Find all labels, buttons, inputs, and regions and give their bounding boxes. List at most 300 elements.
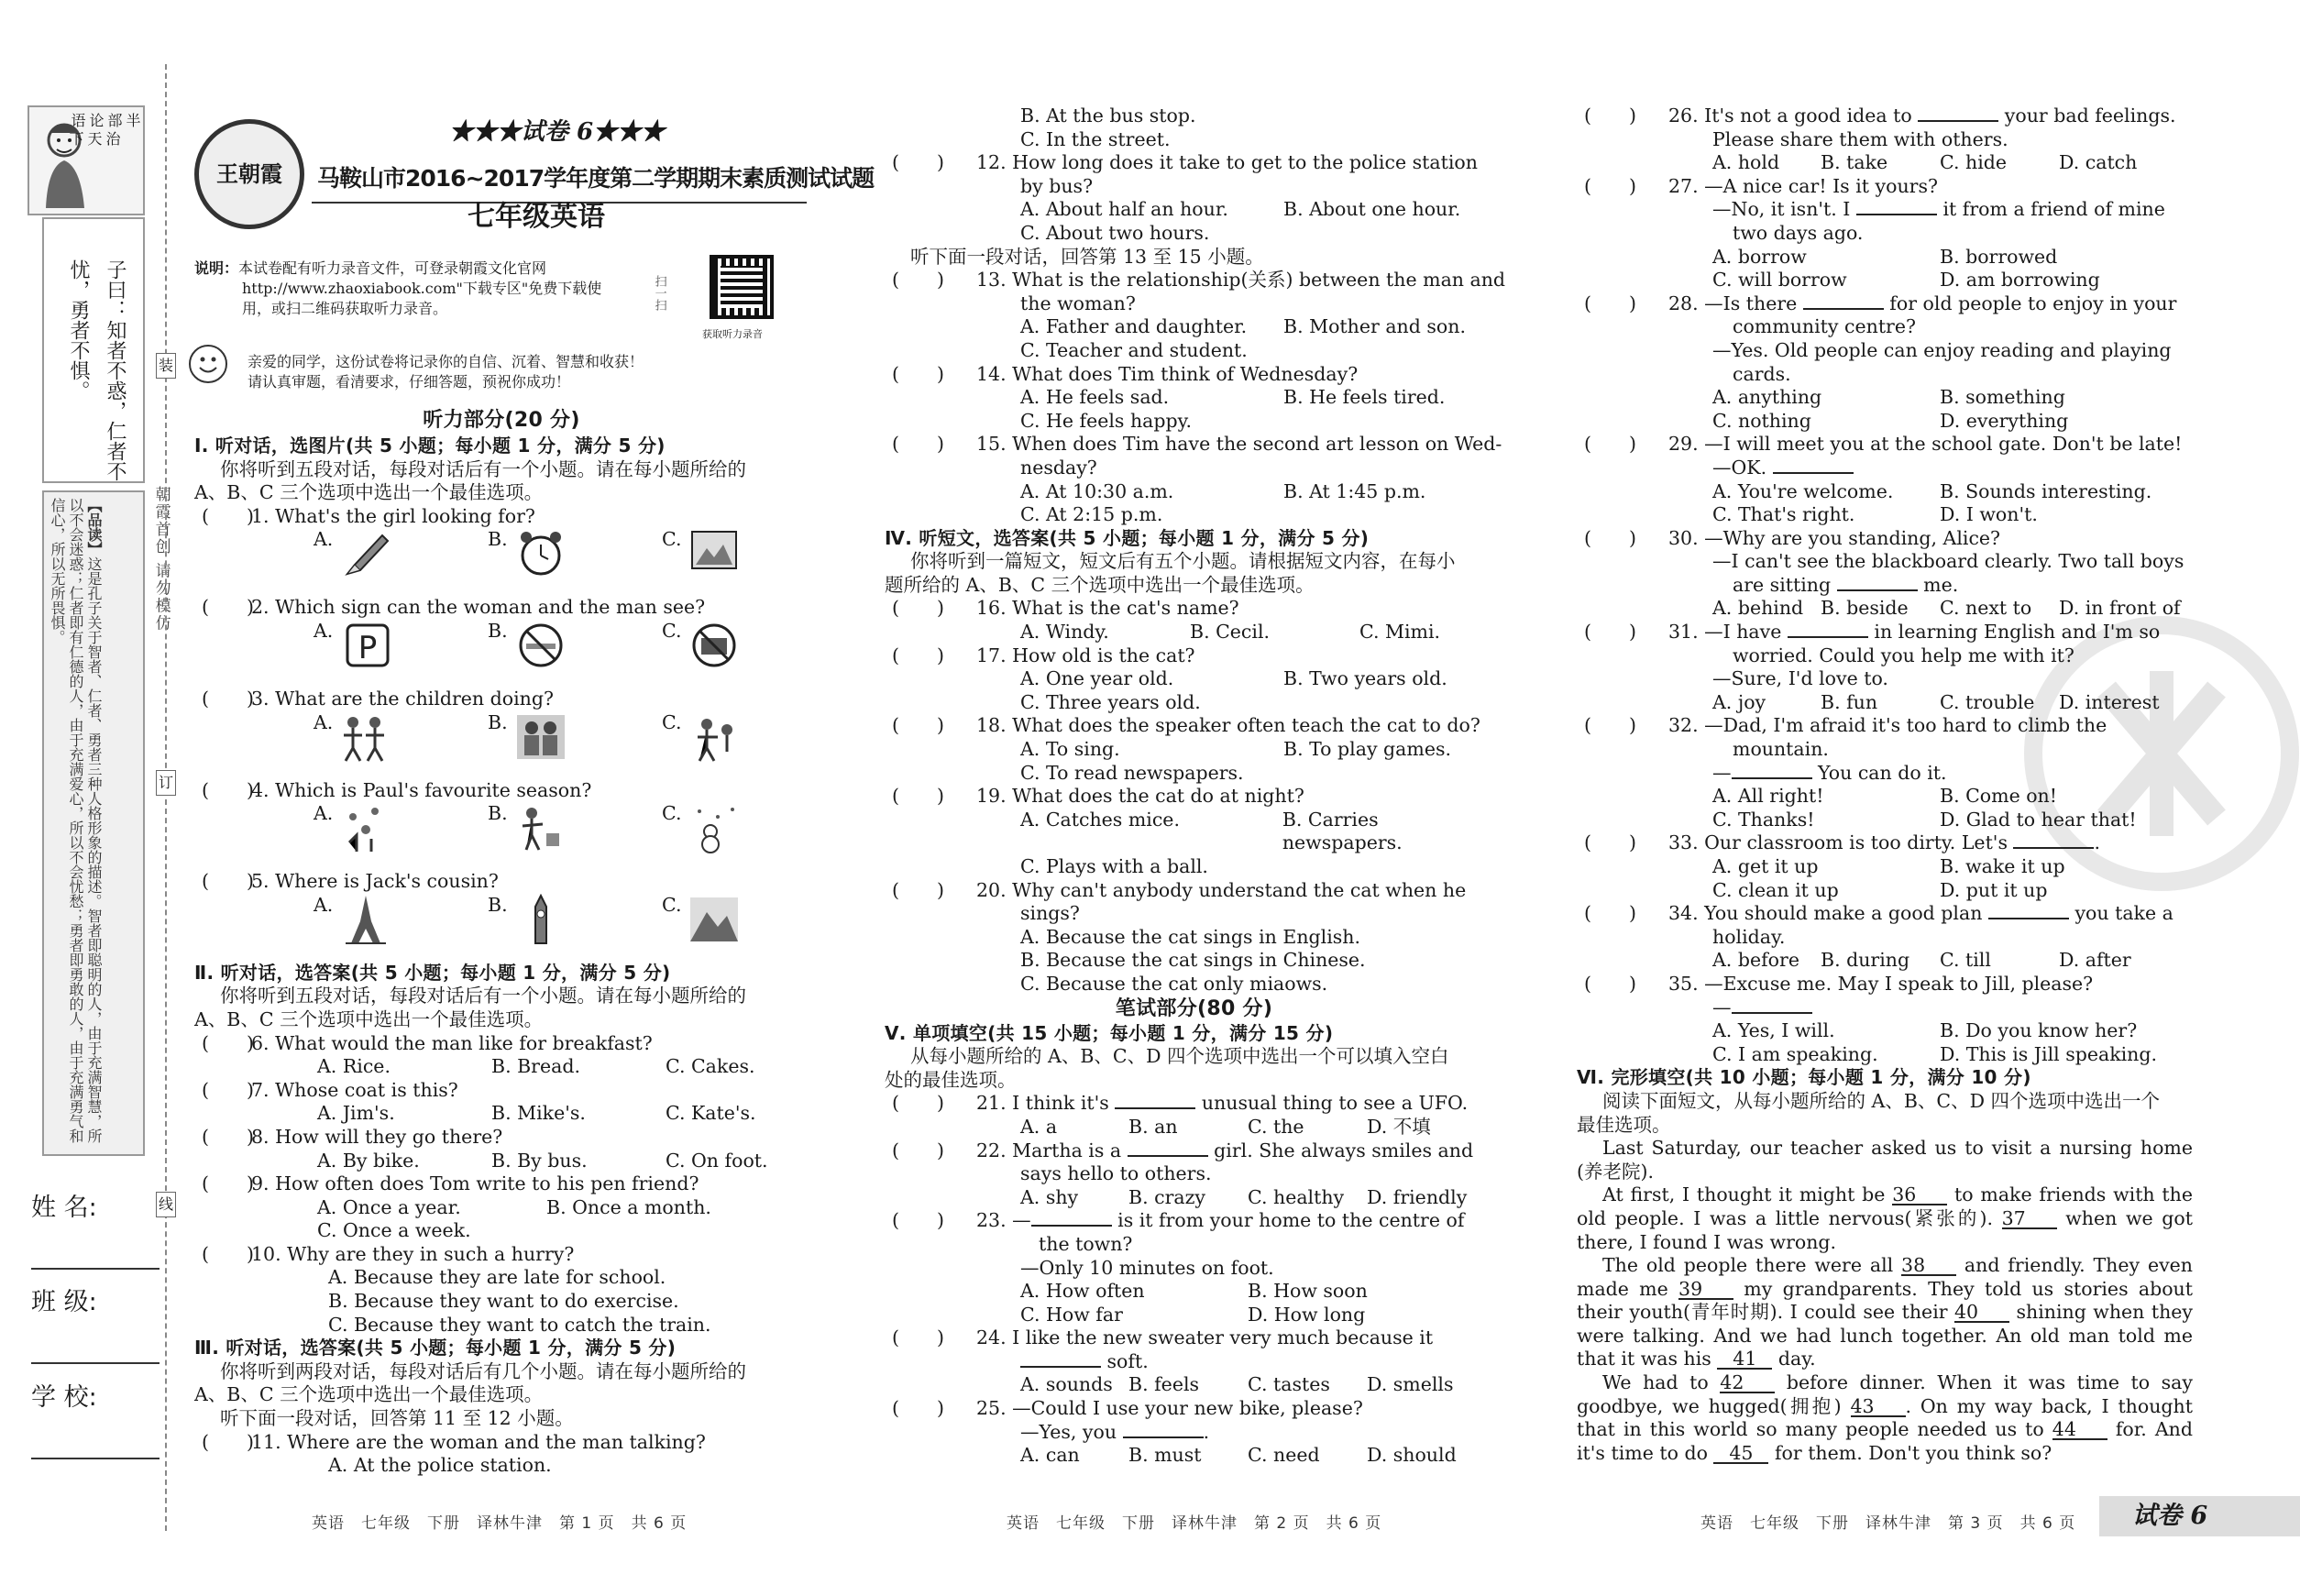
question-31 — [1577, 621, 2193, 644]
answer-blank[interactable]: ( ) — [202, 1031, 254, 1054]
passage-line: Last Saturday, our teacher asked us to visit a nursing home — [1602, 1137, 2193, 1160]
option-c[interactable]: C. That's right. — [1712, 503, 1855, 526]
section-4-title: Ⅳ. 听短文，选答案(共 5 小题；每小题 1 分，满分 5 分) — [885, 526, 1370, 549]
option-a[interactable] — [314, 528, 488, 596]
section-3-title: Ⅲ. 听对话，选答案(共 5 小题；每小题 1 分，满分 5 分) — [194, 1337, 677, 1359]
q35-options-2 — [1577, 1043, 2193, 1067]
option-b[interactable]: B. Once a month. — [546, 1195, 711, 1218]
q32-reply: — You can do it. — [1712, 761, 1947, 784]
option-d[interactable]: D. catch — [2059, 151, 2138, 174]
fill-blank[interactable] — [1856, 214, 1937, 215]
q18-option-c[interactable]: C. To read newspapers. — [1020, 761, 1244, 784]
question-text: 9. How often does Tom write to his pen friend? — [251, 1172, 699, 1195]
question-9 — [194, 1172, 809, 1196]
option-c[interactable]: C. need — [1248, 1444, 1320, 1467]
question-text-2: soft. — [1101, 1349, 1149, 1372]
q24-options — [885, 1373, 1503, 1397]
option-c[interactable]: C. clean it up — [1712, 878, 1839, 901]
q13-option-c[interactable]: C. Teacher and student. — [1020, 338, 1248, 361]
passage-line: there, I found I was wrong. — [1577, 1230, 1837, 1253]
q20-option-a[interactable]: A. Because the cat sings in English. — [1020, 925, 1361, 948]
section-2-title: Ⅱ. 听对话，选答案(共 5 小题；每小题 1 分，满分 5 分) — [194, 961, 671, 984]
option-letter: B. — [488, 710, 508, 733]
option-a[interactable]: A. At 10:30 a.m. — [1020, 479, 1174, 502]
option-b[interactable] — [488, 711, 662, 779]
option-d[interactable]: D. put it up — [1940, 878, 2048, 901]
question-19 — [885, 785, 1503, 809]
option-c[interactable]: C. How far — [1020, 1303, 1123, 1326]
section-3-desc-1: 你将听到两段对话，每段对话后有几个小题。请在每小题所给的 — [220, 1359, 746, 1382]
fill-blank[interactable] — [1128, 1155, 1208, 1157]
parking-sign-icon — [338, 620, 393, 671]
answer-blank[interactable]: ( ) — [1584, 714, 1636, 737]
passage-text: shining when they — [2009, 1301, 2194, 1324]
passage-line — [1577, 1254, 2193, 1278]
name-field[interactable] — [31, 1196, 160, 1270]
q20-option-b[interactable]: B. Because the cat sings in Chinese. — [1020, 949, 1366, 972]
answer-blank[interactable]: ( ) — [1584, 174, 1636, 197]
question-text-2: You can do it. — [1811, 761, 1947, 784]
q33-options — [1577, 855, 2193, 879]
passage-line — [1577, 1278, 2193, 1302]
winter-scene-icon — [687, 802, 742, 853]
option-d[interactable]: D. friendly — [1367, 1185, 1468, 1208]
school-label: 学 校: — [31, 1383, 97, 1412]
q5-pictures — [194, 894, 809, 962]
answer-blank[interactable]: ( ) — [892, 597, 944, 620]
q27-cont: two days ago. — [1733, 221, 1864, 244]
q15-option-c[interactable]: C. At 2:15 p.m. — [1020, 503, 1163, 526]
q28-options-2 — [1577, 410, 2193, 434]
option-d[interactable]: D. Glad to hear that! — [1940, 808, 2137, 831]
alarm-clock-icon — [513, 528, 568, 579]
written-title: 笔试部分(80 分) — [1115, 996, 1273, 1020]
question-text: 19. What does the cat do at night? — [976, 785, 1304, 808]
question-text: 24. I like the new sweater very much because it — [976, 1326, 1434, 1349]
answer-blank[interactable]: ( ) — [202, 1172, 254, 1195]
option-a[interactable]: A. Jim's. — [317, 1102, 395, 1125]
option-d[interactable]: D. in front of — [2059, 597, 2181, 620]
passage-text: made me — [1577, 1277, 1679, 1300]
name-label: 姓 名: — [31, 1194, 97, 1222]
column-3 — [1577, 105, 2193, 1465]
fill-blank[interactable] — [1988, 918, 2069, 919]
q17-option-c[interactable]: C. Three years old. — [1020, 690, 1201, 713]
option-a[interactable]: A. behind — [1712, 597, 1804, 620]
answer-blank[interactable]: ( ) — [202, 870, 254, 893]
option-b[interactable]: B. something — [1940, 386, 2065, 409]
option-letter: B. — [488, 619, 508, 642]
listening-title: 听力部分(20 分) — [423, 409, 580, 432]
option-a[interactable] — [314, 802, 488, 870]
school-field[interactable] — [31, 1383, 160, 1459]
option-c[interactable]: C. till — [1940, 949, 1991, 972]
q11-option-b[interactable]: B. At the bus stop. — [1020, 105, 1196, 127]
answer-blank[interactable]: ( ) — [1584, 526, 1636, 549]
option-c[interactable] — [662, 894, 742, 962]
option-b[interactable] — [488, 528, 662, 596]
option-a[interactable]: A. Yes, I will. — [1712, 1019, 1835, 1042]
q20-option-c[interactable]: C. Because the cat only miaows. — [1020, 972, 1328, 995]
option-b[interactable]: B. How soon — [1248, 1280, 1368, 1303]
exam-title: 马鞍山市2016~2017学年度第二学期期末素质测试试题 — [317, 165, 875, 192]
cloze-blank-45[interactable]: 45 — [1713, 1444, 1768, 1464]
passage-text: to make friends with the — [1947, 1183, 2193, 1206]
question-27 — [1577, 175, 2193, 199]
option-b[interactable]: B. At 1:45 p.m. — [1283, 479, 1426, 502]
option-a[interactable]: A. About half an hour. — [1020, 198, 1228, 221]
option-b[interactable]: B. About one hour. — [1283, 198, 1461, 221]
answer-blank[interactable]: ( ) — [892, 644, 944, 666]
cloze-blank-42[interactable]: 42 — [1720, 1373, 1775, 1393]
scan-label: 扫一扫 — [652, 275, 666, 311]
fill-blank[interactable] — [1020, 1366, 1101, 1368]
pindu-body: 这是孔子关于智者、仁者、勇者三种人格形象的描述。智者即聪明的人，由于充满智慧，所以不会迷惑；仁者即有仁德的人，由于充满爱心，所以不会忧愁；勇者即勇敢的人，由于充满勇气和信心，所以无所畏惧。 — [49, 498, 103, 1143]
option-c[interactable]: C. hide — [1940, 151, 2008, 174]
fill-blank[interactable] — [1788, 636, 1868, 638]
option-c[interactable] — [662, 620, 742, 688]
answer-blank[interactable]: ( ) — [202, 778, 254, 801]
option-a[interactable]: A. How often — [1020, 1280, 1145, 1303]
children-dancing-icon — [338, 711, 393, 763]
question-text: 29. —I will meet you at the school gate. Don't be late! — [1668, 433, 2183, 456]
answer-blank[interactable]: ( ) — [892, 1092, 944, 1115]
option-c[interactable]: C. will borrow — [1712, 269, 1847, 292]
option-b[interactable]: B. Bread. — [491, 1055, 580, 1078]
answer-blank[interactable]: ( ) — [202, 1242, 254, 1265]
answer-blank[interactable]: ( ) — [202, 1078, 254, 1101]
option-a[interactable]: A. Once a year. — [317, 1195, 461, 1218]
answer-blank[interactable]: ( ) — [892, 1397, 944, 1420]
answer-blank[interactable]: ( ) — [1584, 972, 1636, 995]
option-b[interactable]: B. borrowed — [1940, 245, 2058, 268]
option-a[interactable]: A. Father and daughter. — [1020, 315, 1248, 338]
fill-blank[interactable] — [1918, 120, 1998, 122]
option-a[interactable]: A. sounds — [1020, 1373, 1113, 1396]
option-a[interactable]: A. hold — [1712, 151, 1780, 174]
option-d[interactable]: D. How long — [1248, 1303, 1366, 1326]
option-b[interactable]: B. Sounds interesting. — [1940, 479, 2152, 502]
q16-options — [885, 621, 1503, 644]
answer-blank[interactable]: ( ) — [892, 1326, 944, 1349]
q24-cont — [885, 1350, 1503, 1374]
question-14 — [885, 363, 1503, 387]
passage-text: that it was his — [1577, 1348, 1718, 1370]
answer-blank[interactable]: ( ) — [892, 1209, 944, 1232]
question-6 — [194, 1032, 809, 1056]
option-b[interactable]: B. Do you know her? — [1940, 1019, 2138, 1042]
q6-options — [194, 1055, 809, 1079]
qr-code[interactable] — [710, 255, 774, 319]
option-letter: B. — [488, 528, 508, 551]
option-b[interactable] — [488, 620, 662, 688]
footer-page-2: 英语 七年级 下册 译林牛津 第 2 页 共 6 页 — [1007, 1514, 1382, 1533]
greeting-2: 请认真审题，看清要求，仔细答题，预祝你成功！ — [248, 373, 571, 391]
option-a[interactable]: A. before — [1712, 949, 1799, 972]
logo — [194, 119, 304, 229]
cloze-blank-39[interactable]: 39 — [1678, 1280, 1733, 1300]
question-text-2: girl. She always smiles and — [1207, 1139, 1474, 1161]
option-letter: C. — [662, 802, 682, 825]
column-1 — [194, 407, 809, 1478]
section-3-desc-3: 听下面一段对话，回答第 11 至 12 小题。 — [220, 1407, 574, 1430]
passage-line — [1577, 1183, 2193, 1207]
footer-page-1: 英语 七年级 下册 译林牛津 第 1 页 共 6 页 — [312, 1514, 688, 1533]
q30-options — [1577, 597, 2193, 621]
option-a[interactable]: A. anything — [1712, 386, 1822, 409]
answer-blank[interactable]: ( ) — [202, 1430, 254, 1453]
option-b[interactable]: B. To play games. — [1283, 738, 1451, 761]
question-4 — [194, 779, 809, 803]
option-a[interactable]: A. Catches mice. — [1020, 808, 1180, 831]
answer-blank[interactable]: ( ) — [202, 596, 254, 619]
question-5 — [194, 870, 809, 894]
option-b[interactable]: B. Mother and son. — [1283, 315, 1466, 338]
option-b[interactable] — [488, 802, 662, 870]
option-b[interactable]: B. He feels tired. — [1283, 386, 1446, 409]
option-d[interactable]: D. should — [1367, 1444, 1457, 1467]
answer-blank[interactable]: ( ) — [892, 785, 944, 808]
passage-text: . On my way back, I thought — [1905, 1394, 2193, 1417]
binding-mark-2: 订 — [156, 770, 176, 796]
question-text: 2. Which sign can the woman and the man see? — [251, 596, 706, 619]
q22-options — [885, 1186, 1503, 1210]
option-a[interactable]: A. can — [1020, 1444, 1080, 1467]
answer-blank[interactable]: ( ) — [892, 151, 944, 174]
option-a[interactable]: A. get it up — [1712, 855, 1819, 877]
option-c[interactable]: C. I am speaking. — [1712, 1042, 1878, 1065]
q10-option-a[interactable]: A. Because they are late for school. — [328, 1266, 666, 1289]
option-a[interactable]: A. shy — [1020, 1185, 1079, 1208]
option-c[interactable]: C. Thanks! — [1712, 808, 1815, 831]
q30-reply: —I can't see the blackboard clearly. Two tall boys — [1712, 550, 2184, 573]
q29-reply — [1577, 457, 2193, 480]
fill-blank[interactable] — [1773, 472, 1854, 474]
option-d[interactable]: D. I won't. — [1940, 503, 2038, 526]
answer-blank[interactable]: ( ) — [892, 362, 944, 385]
answer-blank[interactable]: ( ) — [202, 687, 254, 710]
q14-option-c[interactable]: C. He feels happy. — [1020, 409, 1193, 432]
option-c[interactable]: C. the — [1248, 1115, 1304, 1138]
answer-blank[interactable]: ( ) — [1584, 831, 1636, 854]
option-letter: C. — [662, 893, 682, 916]
option-c[interactable]: C. healthy — [1248, 1185, 1345, 1208]
q18-options — [885, 738, 1503, 762]
q25-reply: —Yes, you . — [1020, 1420, 1210, 1443]
option-d[interactable]: D. 不填 — [1367, 1115, 1431, 1138]
fill-blank[interactable] — [1123, 1436, 1204, 1438]
section-2-desc-1: 你将听到五段对话，每段对话后有一个小题。请在每小题所给的 — [220, 985, 746, 1007]
option-b[interactable]: B. an — [1128, 1115, 1178, 1138]
passage-line — [1577, 1418, 2193, 1442]
option-b[interactable]: B. must — [1128, 1444, 1202, 1467]
option-letter: C. — [662, 619, 682, 642]
q26-options — [1577, 151, 2193, 175]
option-c[interactable] — [662, 802, 742, 870]
fill-blank[interactable] — [1031, 1225, 1112, 1227]
option-b[interactable]: B. Carries newspapers. — [1282, 808, 1403, 854]
question-text-2: in learning English and I'm so — [1867, 621, 2161, 644]
option-a[interactable]: A. a — [1020, 1115, 1058, 1138]
question-32 — [1577, 714, 2193, 738]
option-a[interactable]: A. Windy. — [1020, 621, 1109, 644]
cloze-blank-38[interactable]: 38 — [1901, 1256, 1956, 1276]
answer-blank[interactable]: ( ) — [1584, 902, 1636, 925]
option-a[interactable]: A. He feels sad. — [1020, 386, 1170, 409]
option-c[interactable]: C. Mimi. — [1359, 621, 1441, 644]
answer-blank[interactable]: ( ) — [202, 1125, 254, 1148]
option-a[interactable]: A. To sing. — [1020, 738, 1120, 761]
q34-options — [1577, 949, 2193, 973]
question-text-2: —Yes, you — [1020, 1420, 1123, 1443]
fill-blank[interactable] — [2013, 847, 2094, 849]
fill-blank[interactable] — [1803, 308, 1884, 310]
question-13 — [885, 269, 1506, 292]
cloze-blank-43[interactable]: 43 — [1851, 1397, 1906, 1417]
fill-blank[interactable] — [1732, 1012, 1812, 1014]
option-c[interactable]: C. On foot. — [666, 1149, 768, 1172]
q26-cont: Please share them with others. — [1712, 127, 2008, 150]
answer-blank[interactable]: ( ) — [892, 269, 944, 292]
answer-blank[interactable]: ( ) — [202, 504, 254, 527]
option-d[interactable]: D. interest — [2059, 690, 2160, 713]
option-c[interactable]: C. next to — [1940, 597, 2032, 620]
question-text: 1. What's the girl looking for? — [251, 504, 535, 527]
q30-reply-2 — [1577, 574, 2193, 598]
q28-reply: —Yes. Old people can enjoy reading and playing — [1712, 338, 2172, 361]
q23-cont: the town? — [1039, 1232, 1133, 1255]
q31-cont: worried. Could you help me with it? — [1733, 644, 2074, 666]
question-text: 26. It's not a good idea to — [1668, 105, 1919, 127]
option-b[interactable]: B. fun — [1821, 690, 1878, 713]
question-text-2: you take a — [2068, 902, 2173, 925]
svg-text:P: P — [358, 629, 378, 666]
option-c[interactable]: C. nothing — [1712, 409, 1811, 432]
option-c[interactable]: C. Cakes. — [666, 1055, 755, 1078]
answer-blank[interactable]: ( ) — [1584, 105, 1636, 127]
cloze-blank-36[interactable]: 36 — [1892, 1185, 1947, 1205]
question-text-2: are sitting — [1733, 573, 1837, 596]
binding-mark-3: 线 — [156, 1192, 176, 1217]
fill-blank[interactable] — [1115, 1107, 1195, 1109]
option-b[interactable]: B. By bus. — [491, 1149, 588, 1172]
q19-option-c[interactable]: C. Plays with a ball. — [1020, 855, 1208, 877]
option-d[interactable]: D. after — [2059, 949, 2131, 972]
fill-blank[interactable] — [1732, 777, 1812, 779]
answer-blank[interactable]: ( ) — [892, 433, 944, 456]
answer-blank[interactable]: ( ) — [892, 1139, 944, 1161]
question-text-3: it from a friend of mine — [1936, 198, 2165, 221]
option-a[interactable] — [314, 620, 488, 688]
option-a[interactable]: A. borrow — [1712, 245, 1807, 268]
q11-option-a[interactable]: A. At the police station. — [328, 1454, 552, 1477]
option-d[interactable]: D. smells — [1367, 1373, 1454, 1396]
option-c[interactable]: C. trouble — [1940, 690, 2035, 713]
option-c[interactable]: C. tastes — [1248, 1373, 1330, 1396]
option-b[interactable]: B. Come on! — [1940, 785, 2057, 808]
answer-blank[interactable]: ( ) — [1584, 433, 1636, 456]
option-b[interactable]: B. Mike's. — [491, 1102, 586, 1125]
option-a[interactable]: A. All right! — [1712, 785, 1824, 808]
question-33: ( ) 33. Our classroom is too dirty. Let's . — [1584, 831, 2101, 854]
option-b[interactable]: B. feels — [1128, 1373, 1200, 1396]
dialogue-2-intro: 听下面一段对话，回答第 13 至 15 小题。 — [910, 245, 1264, 268]
option-b[interactable]: B. take — [1821, 151, 1888, 174]
q2-pictures — [194, 620, 809, 688]
pindu-box — [42, 490, 145, 1156]
option-a[interactable]: A. Rice. — [317, 1055, 391, 1078]
option-b[interactable]: B. wake it up — [1940, 855, 2065, 877]
option-b[interactable] — [488, 894, 662, 962]
cloze-blank-41[interactable]: 41 — [1717, 1349, 1772, 1370]
q10-option-c[interactable]: C. Because they want to catch the train. — [328, 1313, 711, 1336]
quote-line-2: 忧，勇者不惧。 — [67, 259, 90, 401]
pindu-title: 【品读】 — [85, 498, 103, 556]
cloze-blank-37[interactable]: 37 — [2002, 1209, 2057, 1229]
answer-blank[interactable]: ( ) — [892, 714, 944, 737]
option-b[interactable]: B. crazy — [1128, 1185, 1205, 1208]
question-text: 28. —Is there — [1668, 292, 1803, 314]
question-2 — [194, 596, 809, 620]
question-text: 4. Which is Paul's favourite season? — [251, 778, 592, 801]
option-b[interactable]: B. Two years old. — [1283, 667, 1447, 690]
cloze-blank-40[interactable]: 40 — [1954, 1303, 2009, 1323]
greeting-1: 亲爱的同学，这份试卷将记录你的自信、沉着、智慧和收获！ — [248, 353, 644, 370]
option-a[interactable]: A. You're welcome. — [1712, 479, 1894, 502]
q12-option-c[interactable]: C. About two hours. — [1020, 221, 1210, 244]
option-c[interactable]: C. Kate's. — [666, 1102, 756, 1125]
class-field[interactable] — [31, 1288, 160, 1364]
question-text: 33. Our classroom is too dirty. Let's — [1668, 831, 2014, 854]
option-d[interactable]: D. This is Jill speaking. — [1940, 1042, 2158, 1065]
question-text-2: for old people to enjoy in your — [1883, 292, 2177, 314]
badge-bar — [2099, 1496, 2300, 1536]
passage-text: for them. Don't you think so? — [1768, 1441, 2052, 1464]
answer-blank[interactable]: ( ) — [1584, 292, 1636, 314]
option-c[interactable] — [662, 711, 742, 779]
q10-option-b[interactable]: B. Because they want to do exercise. — [328, 1290, 679, 1313]
fill-blank[interactable] — [1837, 589, 1918, 591]
big-ben-icon — [513, 894, 568, 945]
question-18 — [885, 714, 1503, 738]
question-text: 8. How will they go there? — [251, 1125, 503, 1148]
option-d[interactable]: D. everything — [1940, 409, 2069, 432]
option-letter: B. — [488, 893, 508, 916]
option-a[interactable] — [314, 894, 488, 962]
option-a[interactable] — [314, 711, 488, 779]
option-letter: A. — [314, 619, 334, 642]
option-b[interactable]: B. Cecil. — [1190, 621, 1271, 644]
option-d[interactable]: D. am borrowing — [1940, 269, 2100, 292]
note-text-1: 本试卷配有听力录音文件，可登录朝霞文化官网 — [238, 259, 547, 277]
option-letter: C. — [662, 528, 682, 551]
option-a[interactable]: A. One year old. — [1020, 667, 1174, 690]
option-b[interactable]: B. beside — [1821, 597, 1909, 620]
q11-option-c[interactable]: C. In the street. — [1020, 127, 1171, 150]
option-a[interactable]: A. By bike. — [317, 1149, 420, 1172]
answer-blank[interactable]: ( ) — [892, 878, 944, 901]
option-a[interactable]: A. joy — [1712, 690, 1766, 713]
option-c[interactable] — [662, 528, 742, 596]
question-text: 34. You should make a good plan — [1668, 902, 1988, 925]
passage-line — [1577, 1207, 2193, 1231]
answer-blank[interactable]: ( ) — [1584, 621, 1636, 644]
option-b[interactable]: B. during — [1821, 949, 1910, 972]
cloze-blank-44[interactable]: 44 — [2052, 1420, 2107, 1440]
q9-option-c[interactable]: C. Once a week. — [317, 1219, 471, 1242]
question-text: 6. What would the man like for breakfast? — [251, 1031, 653, 1054]
question-1 — [194, 505, 809, 529]
